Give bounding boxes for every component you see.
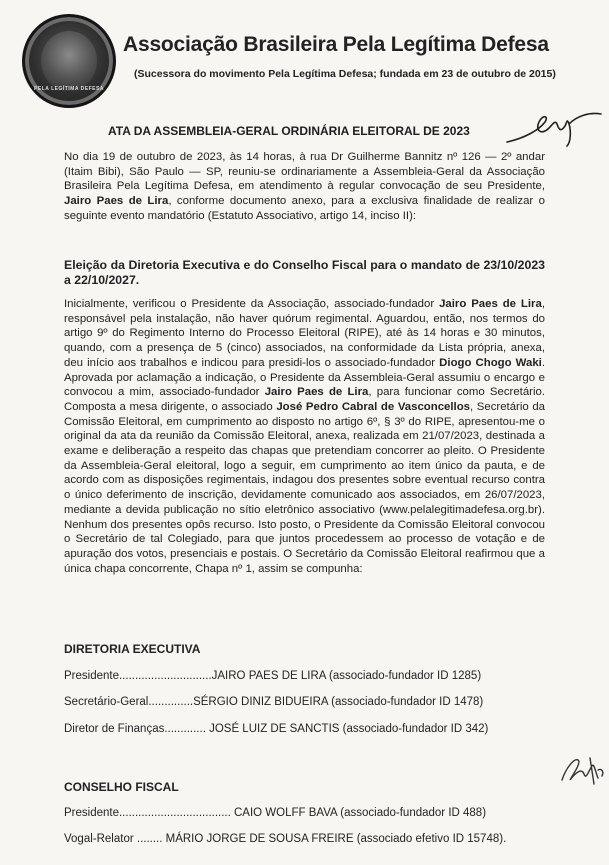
election-purpose: Eleição da Diretoria Executiva e do Conselho Fiscal para o mandato de 23/10/2023 a 22/10/2027. xyxy=(64,258,545,287)
organization-name: Associação Brasileira Pela Legítima Defesa xyxy=(123,33,549,56)
conselho-title: CONSELHO FISCAL xyxy=(64,780,179,794)
document-title: ATA DA ASSEMBLEIA-GERAL ORDINÁRIA ELEITORAL DE 2023 xyxy=(108,124,470,138)
diretoria-row: Secretário-Geral..............SÉRGIO DINIZ BIDUEIRA (associado-fundador ID 1478) xyxy=(64,696,484,708)
diretoria-title: DIRETORIA EXECUTIVA xyxy=(64,642,201,656)
diretoria-row: Diretor de Finanças............. JOSÉ LUIZ DE SANCTIS (associado-fundador ID 342) xyxy=(64,723,489,735)
opening-paragraph: No dia 19 de outubro de 2023, às 14 horas, à rua Dr Guilherme Bannitz nº 126 — 2º andar (Itaim Bibi), São Paulo — SP, reuniu-se ordinariamente a Assembleia-Geral da Associação Brasileira Pela Legítima Defesa, em atendimento à regular convocação de seu Presidente, Jairo Paes de Lira, conforme documento anexo, para a exclusiva finalidade de realizar o seguinte evento mandatório (Estatuto Associativo, artigo 14, inciso II): xyxy=(64,151,545,222)
signature-margin-icon xyxy=(558,750,606,790)
proceedings-paragraph: Inicialmente, verificou o Presidente da Associação, associado-fundador Jairo Paes de Lira, responsável pela instalação, não haver quórum regimental. Aguardou, então, nos termos do artigo 9º do Regimento Interno do Processo Eleitoral (RIPE), até às 14 horas e 30 minutos, quando, com a presença de 5 (cinco) associados, na conformidade da Lista própria, anexa, deu início aos trabalhos e indicou para presidi-los o associado-fundador Diogo Chogo Waki. Aprovada por aclamação a indicação, o Presidente da Assembleia-Geral assumiu o encargo e convocou a mim, associado-fundador Jairo Paes de Lira, para funcionar como Secretário. Composta a mesa dirigente, o associado José Pedro Cabral de Vasconcellos, Secretário da Comissão Eleitoral, em cumprimento ao disposto no artigo 6º, § 3º do RIPE, apresentou-me o original da ata da reunião da Comissão Eleitoral, anexa, realizada em 21/07/2023, destinada a exame e deliberação a respeito das chapas que pretendiam concorrer ao pleito. O Presidente da Assembleia-Geral eleitoral, logo a seguir, em cumprimento ao item único da pauta, e de acordo com as disposições regimentais, indagou dos presentes sobre eventual recurso contra o único deferimento de inscrição, devidamente comunicado aos associados, em 26/07/2023, mediante a devida publicação no sítio eletrônico associativo (www.pelalegitimadefesa.org.br). Nenhum dos presentes opôs recurso. Isto posto, o Presidente da Comissão Eleitoral convocou o Secretário de tal Colegiado, para que juntos procedessem ao processo de votação e de apuração dos votos, presenciais e postais. O Secretário da Comissão Eleitoral reafirmou que a única chapa concorrente, Chapa nº 1, assim se compunha: xyxy=(64,298,546,575)
conselho-row: Presidente................................... CAIO WOLFF BAVA (associado-fundador ID 488) xyxy=(64,807,487,819)
lion-emblem-icon xyxy=(41,31,97,91)
signature-top-icon xyxy=(505,108,605,148)
seal-text: PELA LEGÍTIMA DEFESA xyxy=(34,86,104,92)
diretoria-row: Presidente.............................JAIRO PAES DE LIRA (associado-fundador ID 1285) xyxy=(64,670,482,682)
association-seal-logo xyxy=(22,14,116,108)
conselho-row: Vogal-Relator ........ MÁRIO JORGE DE SOUSA FREIRE (associado efetivo ID 15748). xyxy=(64,833,507,845)
organization-subtitle: (Sucessora do movimento Pela Legítima Defesa; fundada em 23 de outubro de 2015) xyxy=(134,68,556,80)
